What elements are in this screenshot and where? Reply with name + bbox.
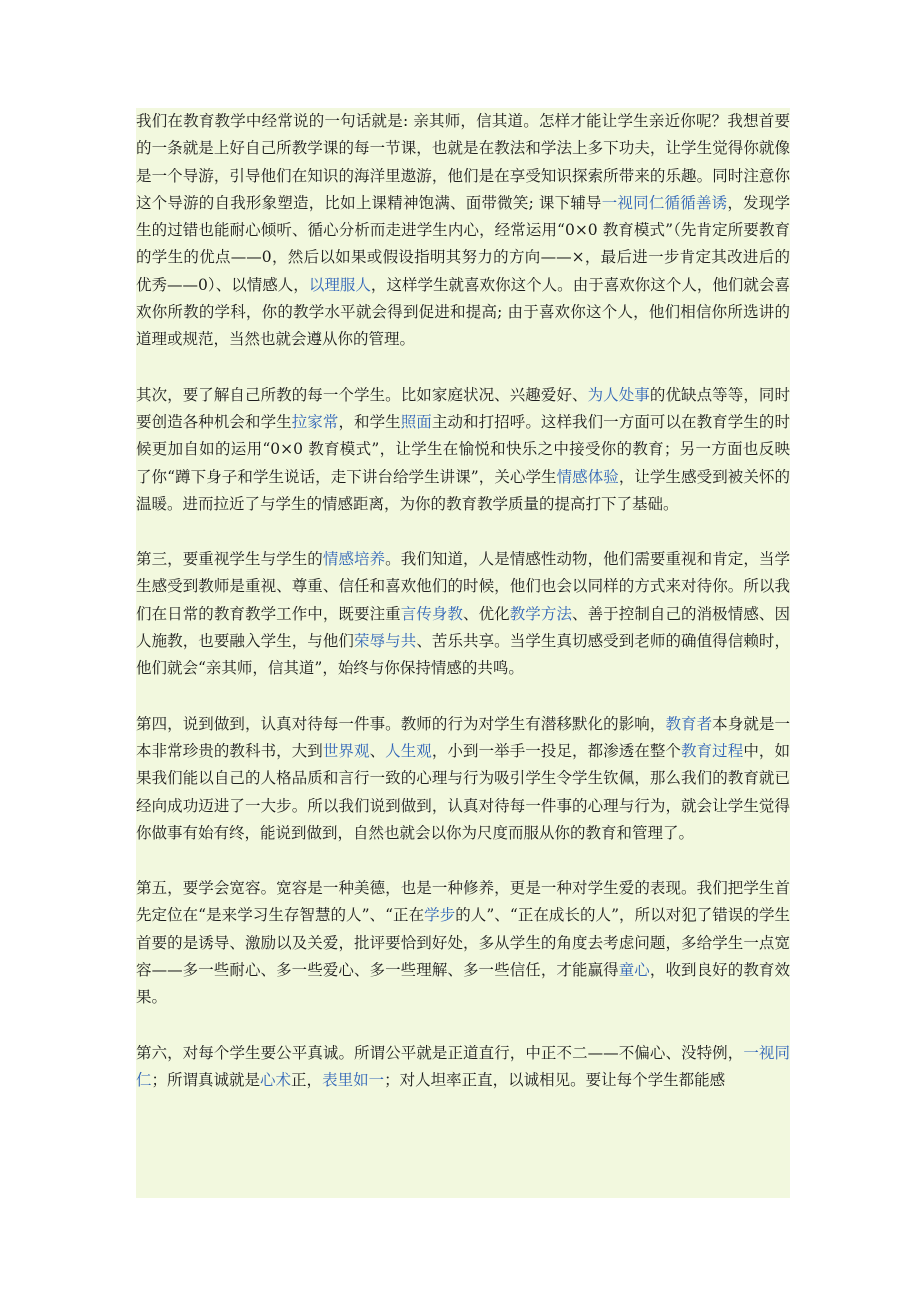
inline-link[interactable]: 照面 bbox=[400, 412, 432, 431]
text-run: ，这样学生就喜欢你这个人。由于喜欢你这个人，他们就会喜欢你所教的学科，你的教学水平就会得到促进和提高; 由于喜欢你这个人，他们相信你所选讲的道理或规范，当然也就会遵从你的管理。 bbox=[136, 275, 790, 349]
inline-link[interactable]: 荣辱与共 bbox=[354, 632, 417, 651]
text-run: ，让学生感受到被关怀的温暖。进而拉近了与学生的情感距离，为你的教育教学质量的提高打下了基础。 bbox=[136, 467, 790, 513]
text-run: ，收到良好的教育效果。 bbox=[136, 961, 790, 1007]
inline-link[interactable]: 心术 bbox=[260, 1070, 292, 1089]
paragraph-2 bbox=[136, 382, 790, 518]
text-run: 、优化 bbox=[463, 604, 510, 623]
inline-link[interactable]: 人生观 bbox=[385, 741, 432, 760]
text-run: 。我们知道，人是情感性动物，他们需要重视和肯定，当学生感受到教师是重视、尊重、信任和喜欢他们的时候，他们也会以同样的方式来对待你。所以我们在日常的教育教学工作中，既要注重 bbox=[136, 550, 790, 623]
inline-link[interactable]: 以理服人 bbox=[308, 275, 371, 294]
text-run: 本身就是一本非常珍贵的教科书，大到 bbox=[136, 714, 790, 760]
text-run: 的人”、“正在成长的人”，所以对犯了错误的学生首要的是诱导、激励以及关爱，批评要恰到好处，多从学生的角度去考虑问题，多给学生一点宽容——多一些耐心、多一些爱心、多一些理解、多一些信任，才能赢得 bbox=[136, 906, 790, 980]
inline-link[interactable]: 童心 bbox=[618, 961, 650, 980]
text-run: 第四，说到做到，认真对待每一件事。教师的行为对学生有潜移默化的影响， bbox=[136, 714, 666, 733]
text-run: 第五，要学会宽容。宽容是一种美德，也是一种修养，更是一种对学生爱的表现。我们把学生首先定位在“是来学习生存智慧的人”、“正在 bbox=[136, 879, 790, 925]
paragraph-4 bbox=[136, 711, 790, 847]
text-run: 正， bbox=[291, 1070, 323, 1089]
inline-link[interactable]: 教学方法 bbox=[509, 604, 573, 623]
paragraph-3 bbox=[136, 546, 790, 682]
text-run: ，发现学生的过错也能耐心倾听、循心分析而走进学生内心，经常运用“0×0 教育模式”（先肯定所要教育的学生的优点——0，然后以如果或假设指明其努力的方向——×，最后进一步肯定其改进后的优秀——0）、以情感人， bbox=[136, 193, 790, 294]
text-run: 中，如果我们能以自己的人格品质和言行一致的心理与行为吸引学生令学生钦佩，那么我们的教育就已经向成功迈进了一大步。所以我们说到做到，认真对待每一件事的心理与行为，就会让学生觉得你做事有始有终，能说到做到，自然也就会以你为尺度而服从你的教育和管理了。 bbox=[136, 741, 790, 842]
document-body bbox=[136, 108, 790, 1198]
inline-link[interactable]: 学步 bbox=[424, 906, 456, 925]
paragraph-6 bbox=[136, 1040, 790, 1095]
text-run: 其次，要了解自己所教的每一个学生。比如家庭状况、兴趣爱好、 bbox=[136, 385, 588, 404]
inline-link[interactable]: 情感体验 bbox=[556, 467, 619, 486]
text-run: 我们在教育教学中经常说的一句话就是: 亲其师，信其道。怎样才能让学生亲近你呢？我想首要的一条就是上好自己所教学课的每一节课，也就是在教法和学法上多下功夫，让学生觉得你就像是一个导游，引导他们在知识的海洋里遨游，他们是在享受知识探索所带来的乐趣。同时注意你这个导游的自我形象塑造，比如上课精神饱满、面带微笑; 课下辅导 bbox=[136, 112, 790, 212]
inline-link[interactable]: 言传身教 bbox=[400, 604, 464, 623]
inline-link[interactable]: 一视同仁循循善诱 bbox=[601, 193, 728, 212]
text-run: ，和学生 bbox=[338, 412, 401, 431]
text-run: 第六，对每个学生要公平真诚。所谓公平就是正道直行，中正不二——不偏心、没特例， bbox=[136, 1043, 744, 1062]
text-run: 第三，要重视学生与学生的 bbox=[136, 550, 323, 569]
paragraph-5 bbox=[136, 875, 790, 1011]
text-run: ；对人坦率正直，以诚相见。要让每个学生都能感 bbox=[384, 1070, 726, 1089]
inline-link[interactable]: 表里如一 bbox=[322, 1070, 385, 1089]
inline-link[interactable]: 一视同仁 bbox=[136, 1043, 790, 1089]
inline-link[interactable]: 情感培养 bbox=[322, 550, 386, 569]
text-run: 的优缺点等等，同时要创造各种机会和学生 bbox=[136, 385, 790, 431]
inline-link[interactable]: 拉家常 bbox=[291, 412, 339, 431]
text-run: ，小到一举手一投足，都渗透在整个 bbox=[431, 741, 682, 760]
paragraph-1 bbox=[136, 108, 790, 354]
text-run: 、善于控制自己的消极情感、因人施教，也要融入学生，与他们 bbox=[136, 604, 790, 651]
inline-link[interactable]: 为人处事 bbox=[587, 385, 650, 404]
text-run: 主动和打招呼。这样我们一方面可以在教育学生的时候更加自如的运用“0×0 教育模式”，让学生在愉悦和快乐之中接受你的教育；另一方面也反映了你“蹲下身子和学生说话，走下讲台给学生讲课”，关心学生 bbox=[136, 412, 790, 486]
text-run: ；所谓真诚就是 bbox=[151, 1070, 261, 1089]
inline-link[interactable]: 教育过程 bbox=[681, 741, 744, 760]
text-run: 、苦乐共享。当学生真切感受到老师的确值得信赖时，他们就会“亲其师，信其道”，始终与你保持情感的共鸣。 bbox=[136, 632, 790, 678]
inline-link[interactable]: 世界观 bbox=[322, 741, 370, 760]
inline-link[interactable]: 教育者 bbox=[665, 714, 713, 733]
text-run: 、 bbox=[369, 741, 386, 760]
